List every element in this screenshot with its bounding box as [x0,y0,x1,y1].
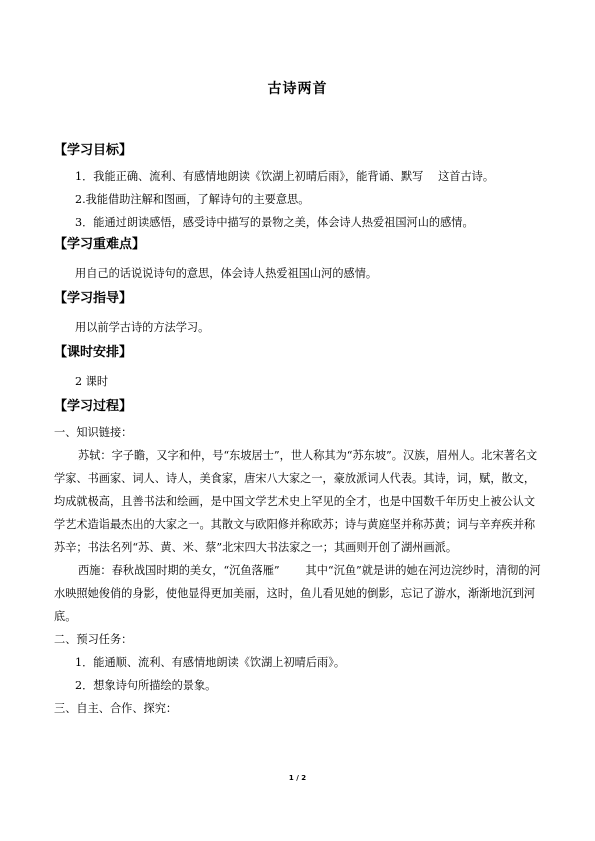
document-body [54,140,546,720]
preview-task-2: 2．想象诗句所描绘的景象。 [75,679,217,692]
objective-item-3: 3．能通过朗读感悟，感受诗中描写的景物之美，体会诗人热爱祖国河山的感情。 [75,216,474,229]
objective-item-2: 2.我能借助注解和图画，了解诗句的主要意思。 [75,193,310,206]
knowledge-xishi: 西施：春秋战国时期的美女，“沉鱼落雁” 其中“沉鱼”就是讲的她在河边浣纱时，清彻的河水映照她俊俏的身影，使他显得更加美丽，这时，鱼儿看见她的倒影，忘记了游水，渐渐地沉到河底。 [54,564,541,623]
heading-schedule: 【课时安排】 [54,345,133,360]
guidance-text: 用以前学古诗的方法学习。 [75,321,210,334]
heading-process: 【学习过程】 [54,399,133,414]
heading-key-points: 【学习重难点】 [54,237,146,252]
key-points-text: 用自己的话说说诗句的意思，体会诗人热爱祖国山河的感情。 [75,267,378,280]
preview-task-1: 1．能通顺、流利、有感情地朗读《饮湖上初晴后雨》。 [75,656,346,669]
page-title: 古诗两首 [267,81,328,97]
process-part1-title: 一、知识链接： [54,426,133,439]
knowledge-sushi: 苏轼：字子瞻，又字和仲，号“东坡居士”，世人称其为“苏东坡”。汉族，眉州人。北宋著名文学家、书画家、词人、诗人，美食家，唐宋八大家之一，豪放派词人代表。其诗，词，赋，散文，均成就极高，且善书法和绘画，是中国文学艺术史上罕见的全才，也是中国数千年历史上被公认文学艺术造诣最杰出的大家之一。其散文与欧阳修并称欧苏；诗与黄庭坚并称苏黄；词与辛弃疾并称苏辛；书法名列“苏、黄、米、蔡”北宋四大书法家之一；其画则开创了湖州画派。 [54,449,538,554]
objective-item-1: 1．我能正确、流利、有感情地朗读《饮湖上初晴后雨》，能背诵、默写 这首古诗。 [75,170,495,183]
schedule-text: 2 课时 [75,375,109,388]
heading-guidance: 【学习指导】 [54,291,133,306]
page-number: 1 / 2 [288,774,307,782]
heading-objectives: 【学习目标】 [54,143,133,158]
process-part2-title: 二、预习任务： [54,633,133,646]
process-part3-title: 三、自主、合作、探究： [54,702,178,715]
